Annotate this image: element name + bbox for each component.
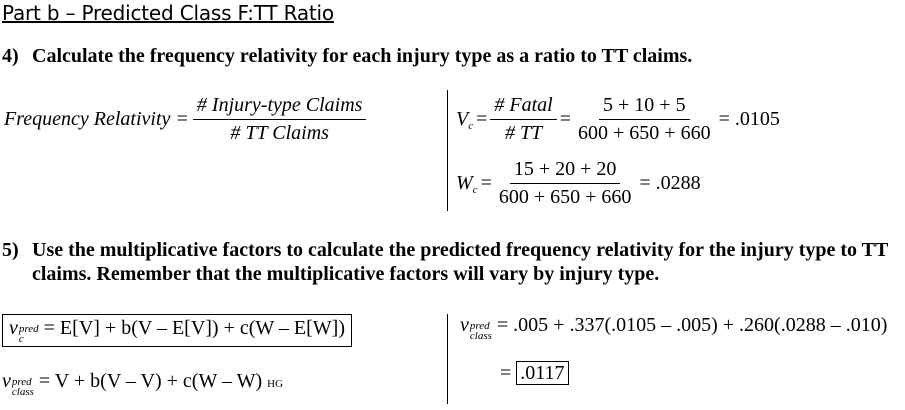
wc-formula: $W_c$ = $\frac{15 + 20 + 20}{600 + 650 + 660}$ = .0288 [456, 158, 701, 208]
v-class-sub-label: class [11, 386, 34, 398]
vc-var: $V_c$ [456, 107, 474, 132]
v-class-formula: v pred class = V + b(V – V) + c(W – W) HG [2, 370, 284, 398]
vc-result: = .0105 [718, 108, 780, 130]
calc-class-label: class [469, 330, 492, 342]
wc-result: = .0288 [639, 172, 701, 194]
frequency-relativity-numerator: # Injury-type Claims [193, 94, 367, 120]
section-heading: Part b – Predicted Class F:TT Ratio [2, 1, 334, 25]
calc-rhs: = .005 + .337(.0105 – .005) + .260(.0288 – .010) [496, 314, 888, 336]
vc-fraction-1 [490, 94, 556, 145]
question-5 [2, 238, 888, 262]
vc-den-2: 600 + 650 + 660 [578, 122, 711, 144]
question-5-number: 5) [2, 239, 19, 261]
calc-result-box: .0117 [516, 361, 568, 385]
frequency-relativity-formula [4, 94, 366, 145]
question-5-line-1: Use the multiplicative factors to calculate the predicted frequency relativity for the injury type to TT [32, 239, 889, 261]
v-pred-general-rhs: = E[V] + b(V – E[V]) + c(W – E[W]) [43, 317, 345, 339]
vc-num-1: # Fatal [490, 94, 556, 120]
vc-fraction-2 [574, 94, 715, 145]
vc-formula: $V_c$ = $\frac{\text{\# Fatal}}{\# TT}$ = $\frac{5 + 10 + 5}{600 + 650 + 660}$ = .0105 [456, 94, 780, 144]
v-class-hg-label: HG [267, 378, 284, 390]
v-class-rhs: = V + b(V – V) + c(W – W) [38, 370, 263, 392]
v-pred-label: pred [18, 323, 39, 335]
wc-num: 15 + 20 + 20 [510, 158, 621, 184]
frequency-relativity-denominator: # TT Claims [230, 122, 329, 144]
wc-fraction [495, 158, 636, 209]
divider-upper [447, 90, 448, 211]
question-5-line-2: claims. Remember that the multiplicative factors will vary by injury type. [32, 263, 660, 285]
question-4 [2, 44, 692, 68]
v-pred-general-formula: v pred c = E[V] + b(V – E[V]) + c(W – E[W]) [2, 314, 352, 347]
vc-den-1: # TT [504, 122, 543, 144]
vc-num-2: 5 + 10 + 5 [599, 94, 690, 120]
calc-result-line: = .0117 [500, 362, 569, 385]
v-class-calculation: v pred class = .005 + .337(.0105 – .005) + .260(.0288 – .010) [460, 314, 888, 342]
v-pred-sub-c: c [18, 333, 24, 345]
frequency-relativity-fraction [193, 94, 367, 145]
v-class-pred-label: pred [11, 376, 32, 388]
frequency-relativity-lhs: Frequency Relativity = [4, 108, 189, 130]
wc-den: 600 + 650 + 660 [498, 186, 632, 208]
divider-lower [447, 314, 448, 404]
calc-pred-label: pred [469, 320, 490, 332]
question-5-continued [32, 262, 659, 286]
question-4-number: 4) [2, 45, 19, 67]
wc-var: $W_c$ [456, 171, 478, 196]
question-4-text: Calculate the frequency relativity for each injury type as a ratio to TT claims. [32, 45, 693, 67]
